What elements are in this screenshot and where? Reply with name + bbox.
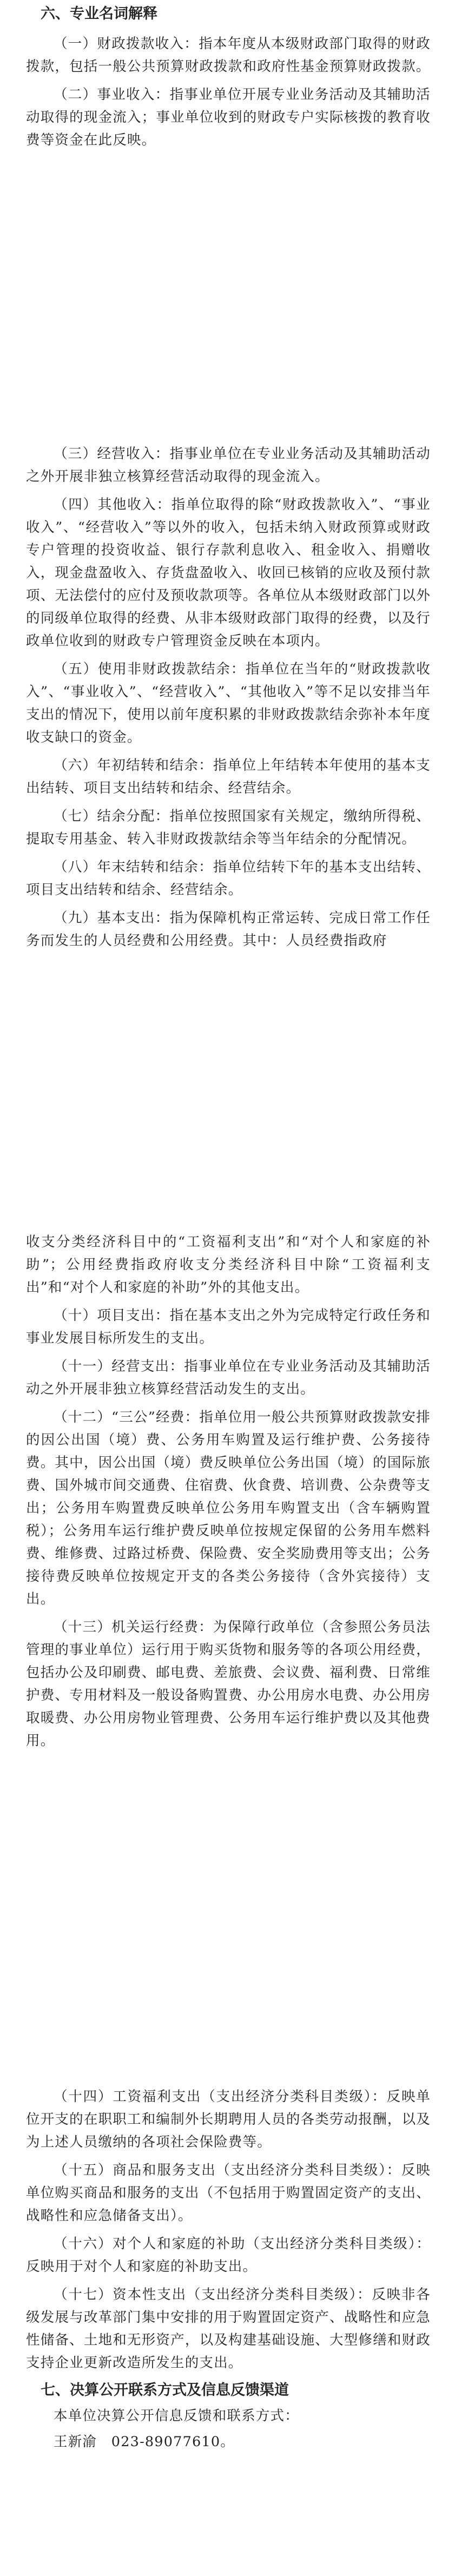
contact-info: 王新渝 023-89077610。 <box>54 2434 235 2450</box>
paragraph-7: （七）结余分配：指单位按照国家有关规定，缴纳所得税、提取专用基金、转入非财政拨款结余等当年结余的分配情况。 <box>26 808 431 847</box>
paragraph-9: （九）基本支出：指为保障机构正常运转、完成日常工作任务而发生的人员经费和公用经费。其中：人员经费指政府 <box>26 910 431 949</box>
paragraph-15: （十五）商品和服务支出（支出经济分类科目类级）：反映单位购买商品和服务的支出（不包括用于购置固定资产的支出、战略性和应急储备支出）。 <box>26 2162 431 2224</box>
paragraph-12: （十二）“三公”经费：指单位用一般公共预算财政拨款安排的因公出国（境）费、公务用车购置及运行维护费、公务接待费。其中，因公出国（境）费反映单位公务出国（境）的国际旅费、国外城市间交通费、住宿费、伙食费、培训费、公杂费等支出；公务用车购置费反映单位公务用车购置支出（含车辆购置税）；公务用车运行维护费反映单位按规定保留的公务用车燃料费、维修费、过路过桥费、保险费、安全奖励费用等支出；公务接待费反映单位按规定开支的各类公务接待（含外宾接待）支出。 <box>26 1409 431 1607</box>
paragraph-2: （二）事业收入：指事业单位开展专业业务活动及其辅助活动取得的现金流入；事业单位收到的财政专户实际核拨的教育收费等资金在此反映。 <box>26 87 431 148</box>
paragraph-1: （一）财政拨款收入：指本年度从本级财政部门取得的财政拨款，包括一般公共预算财政拨款和政府性基金预算财政拨款。 <box>26 36 431 75</box>
paragraph-14: （十四）工资福利支出（支出经济分类科目类级）：反映单位开支的在职职工和编制外长期聘用人员的各类劳动报酬，以及为上述人员缴纳的各项社会保险费等。 <box>26 2089 431 2150</box>
paragraph-6: （六）年初结转和结余：指单位上年结转本年使用的基本支出结转、项目支出结转和结余、经营结余。 <box>26 757 431 796</box>
section-6-title: 六、专业名词解释 <box>41 5 157 22</box>
paragraph-17: （十七）资本性支出（支出经济分类科目类级）：反映非各级发展与改革部门集中安排的用于购置固定资产、战略性和应急性储备、土地和无形资产，以及构建基础设施、大型修缮和财政支持企业更新改造所发生的支出。 <box>26 2287 431 2371</box>
contact-intro: 本单位决算公开信息反馈和联系方式： <box>54 2408 299 2424</box>
paragraph-11: （十一）经营支出：指事业单位在专业业务活动及其辅助活动之外开展非独立核算经营活动发生的支出。 <box>26 1358 431 1397</box>
paragraph-10: （十）项目支出：指在基本支出之外为完成特定行政任务和事业发展目标所发生的支出。 <box>26 1307 431 1346</box>
paragraph-9-continued: 收支分类经济科目中的“工资福利支出”和“对个人和家庭的补助”；公用经费指政府收支分类经济科目中除“工资福利支出”和“对个人和家庭的补助”外的其他支出。 <box>26 1234 431 1296</box>
paragraph-3: （三）经营收入：指事业单位在专业业务活动及其辅助活动之外开展非独立核算经营活动取得的现金流入。 <box>26 446 431 485</box>
paragraph-13: （十三）机关运行经费：为保障行政单位（含参照公务员法管理的事业单位）运行用于购买货物和服务等的各项公用经费，包括办公及印刷费、邮电费、差旅费、会议费、福利费、日常维护费、专用材料及一般设备购置费、办公用房水电费、办公用房取暖费、办公用房物业管理费、公务用车运行维护费以及其他费用。 <box>26 1619 431 1749</box>
section-6-part-1 <box>26 3 431 157</box>
section-6-part-3 <box>26 1231 431 1758</box>
section-6-part-4-and-section-7 <box>26 2085 431 2456</box>
section-6-part-2 <box>26 442 431 957</box>
section-7-title: 七、决算公开联系方式及信息反馈渠道 <box>41 2382 289 2399</box>
paragraph-4: （四）其他收入：指单位取得的除“财政拨款收入”、“事业收入”、“经营收入”等以外的收入，包括未纳入财政预算或财政专户管理的投资收益、银行存款利息收入、租金收入、捐赠收入，现金盘盈收入、存货盘盈收入、收回已核销的应收及预付款项、无法偿付的应付及预收款项等。各单位从本级财政部门以外的同级单位取得的经费、从非本级财政部门取得的经费，以及行政单位收到的财政专户管理资金反映在本项内。 <box>26 497 431 649</box>
paragraph-8: （八）年末结转和结余：指单位结转下年的基本支出结转、项目支出结转和结余、经营结余。 <box>26 859 431 898</box>
paragraph-5: （五）使用非财政拨款结余：指单位在当年的“财政拨款收入”、“事业收入”、“经营收入”、“其他收入”等不足以安排当年支出的情况下，使用以前年度积累的非财政拨款结余弥补本年度收支缺口的资金。 <box>26 661 431 745</box>
paragraph-16: （十六）对个人和家庭的补助（支出经济分类科目类级）：反映用于对个人和家庭的补助支出。 <box>26 2236 431 2275</box>
